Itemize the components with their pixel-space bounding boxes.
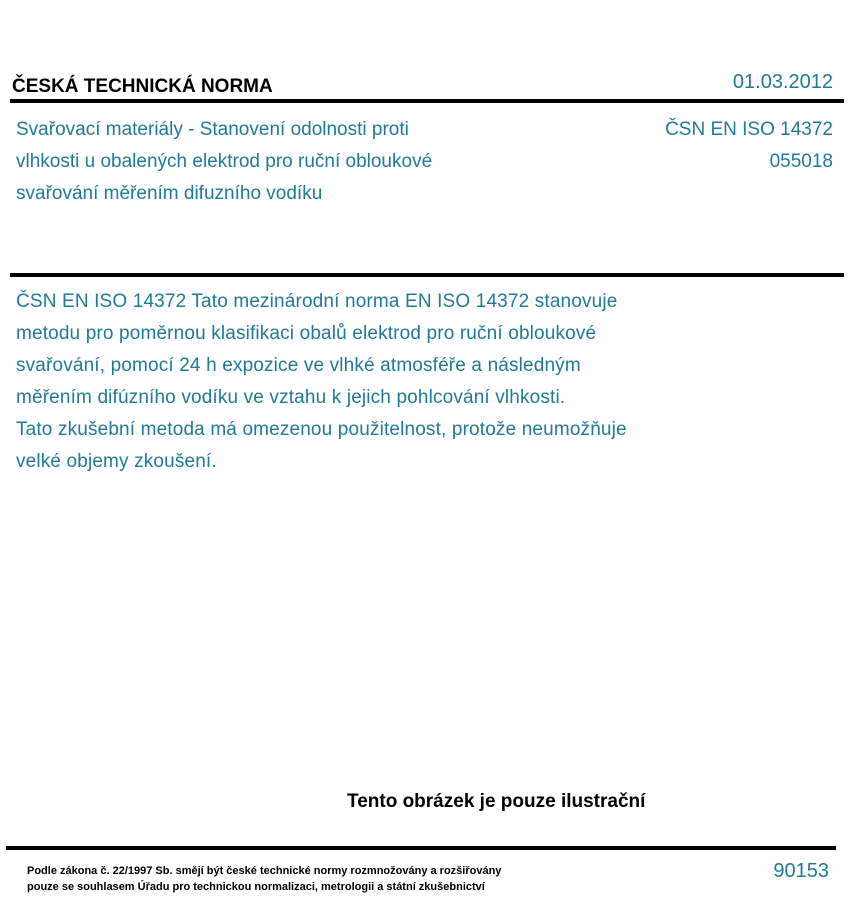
abstract-text [16,286,716,478]
document-title-line: vlhkosti u obalených elektrod pro ruční obloukové [16,151,433,172]
document-title-line: svařování měřením difuzního vodíku [16,183,323,204]
section-divider [10,273,844,277]
document-title-line: Svařovací materiály - Stanovení odolnosti proti [16,119,409,140]
classification-code: 055018 [769,151,833,172]
abstract-line: ČSN EN ISO 14372 Tato mezinárodní norma EN ISO 14372 stanovuje [16,291,618,312]
standard-identifiers [665,114,833,178]
catalog-number: 90153 [773,860,829,882]
legal-notice-line: pouze se souhlasem Úřadu pro technickou normalizaci, metrologii a státní zkušebnictví [27,881,485,893]
abstract-line: metodu pro poměrnou klasifikaci obalů elektrod pro ruční obloukové [16,323,597,344]
standard-number: ČSN EN ISO 14372 [665,119,833,140]
header-divider [10,99,844,103]
abstract-line: Tato zkušební metoda má omezenou použitelnost, protože neumožňuje [16,419,627,440]
illustration-note: Tento obrázek je pouze ilustrační [347,791,646,812]
page-title: ČESKÁ TECHNICKÁ NORMA [12,76,273,97]
legal-notice-line: Podle zákona č. 22/1997 Sb. smějí být české technické normy rozmnožovány a rozšiřovány [27,865,502,877]
publication-date: 01.03.2012 [732,71,833,93]
abstract-line: svařování, pomocí 24 h expozice ve vlhké atmosféře a následným [16,355,581,376]
footer-divider [6,846,836,850]
abstract-line: měřením difúzního vodíku ve vztahu k jejich pohlcování vlhkosti. [16,387,566,408]
document-title [16,114,536,210]
legal-notice [27,863,501,895]
abstract-line: velké objemy zkoušení. [16,451,217,472]
